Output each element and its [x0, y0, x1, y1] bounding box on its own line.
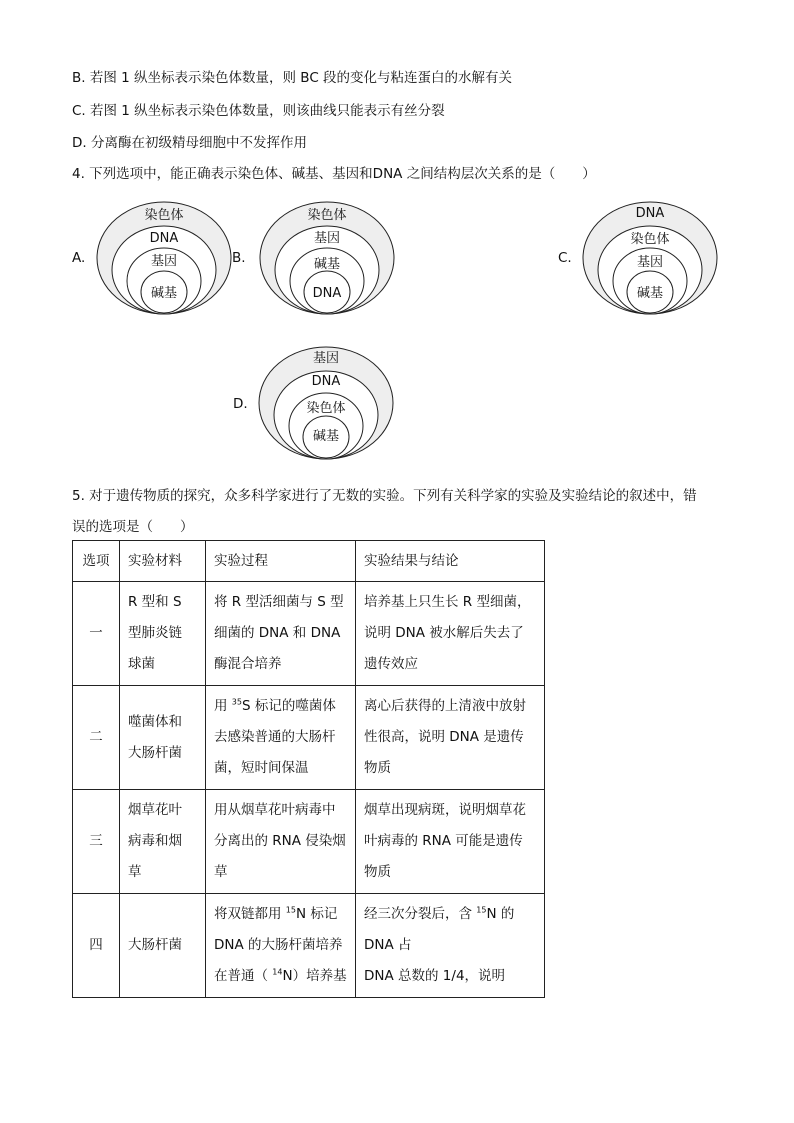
cell-line: 用从烟草花叶病毒中	[214, 802, 336, 818]
cell-line: DNA 总数的 1/4，说明	[364, 968, 506, 984]
diagram-b	[259, 201, 395, 320]
result-cell	[356, 790, 545, 894]
result-cell	[356, 686, 545, 790]
material-cell	[120, 790, 206, 894]
cell-line: 噬菌体和	[128, 713, 182, 730]
cell-line: R 型和 S	[128, 594, 182, 610]
ring-1-label: 染色体	[144, 208, 184, 223]
cell-line: 菌，短时间保温	[214, 760, 309, 776]
ring-1-label: DNA	[635, 206, 665, 221]
experiment-table	[72, 540, 545, 998]
cell-line: 分离出的 RNA 侵染烟	[214, 833, 346, 849]
cell-line: 培养基上只生长 R 型细菌，	[364, 594, 531, 610]
cell-line: 物质	[364, 760, 391, 776]
ring-2-label: DNA	[149, 231, 179, 246]
material-cell	[120, 582, 206, 686]
cell-line: 将双链都用 $^{15}$N 标记	[214, 905, 338, 922]
ring-2-label: 基因	[313, 231, 341, 246]
header-material: 实验材料	[120, 541, 206, 582]
cell-line: 将 R 型活细菌与 S 型	[214, 594, 344, 610]
diagram-d	[258, 346, 394, 465]
ring-1-label: 染色体	[307, 208, 347, 223]
row-index: 四	[73, 894, 120, 998]
ring-3-label: 染色体	[306, 401, 346, 416]
cell-line: 经三次分裂后，含 $^{15}$N 的	[364, 905, 515, 922]
cell-line: 大肠杆菌	[128, 937, 182, 953]
cell-line: 大肠杆菌	[128, 744, 182, 761]
ring-1-label: 基因	[312, 351, 340, 366]
cell-line: 烟草花叶	[128, 802, 182, 818]
diagram-b-label: B.	[232, 250, 246, 266]
table-row	[73, 894, 545, 998]
material-cell	[120, 686, 206, 790]
isotope-superscript: 14	[272, 967, 283, 977]
ring-4-label: 碱基	[150, 286, 178, 301]
row-index: 三	[73, 790, 120, 894]
ring-2-label: 染色体	[630, 232, 670, 247]
ring-4-label: 碱基	[636, 286, 664, 301]
process-cell	[206, 894, 356, 998]
option-d-text: D. 分离酶在初级精母细胞中不发挥作用	[72, 135, 307, 151]
cell-line: 病毒和烟	[128, 833, 182, 849]
cell-line: 遗传效应	[364, 656, 418, 672]
diagram-a-label: A.	[72, 250, 86, 266]
cell-line: 在普通（ $^{14}$N）培养基	[214, 967, 347, 984]
table-header-row	[73, 541, 545, 582]
option-c-text: C. 若图 1 纵坐标表示染色体数量，则该曲线只能表示有丝分裂	[72, 103, 445, 119]
table-row	[73, 582, 545, 686]
cell-line: 说明 DNA 被水解后失去了	[364, 625, 524, 641]
process-cell	[206, 582, 356, 686]
ring-4-label: DNA	[312, 286, 342, 301]
header-option: 选项	[73, 541, 120, 582]
material-cell	[120, 894, 206, 998]
result-cell	[356, 894, 545, 998]
cell-line: 草	[128, 864, 142, 880]
cell-text: 用 $^{35}$S 标记的噬菌体	[214, 697, 336, 714]
result-cell	[356, 582, 545, 686]
table-row	[73, 686, 545, 790]
cell-line: DNA 占	[364, 937, 412, 953]
cell-line: 酶混合培养	[214, 656, 282, 672]
diagram-c	[582, 201, 718, 320]
cell-line: 物质	[364, 864, 391, 880]
row-index: 二	[73, 686, 120, 790]
cell-line: 型肺炎链	[128, 625, 182, 641]
cell-line: 离心后获得的上清液中放射	[364, 698, 526, 714]
cell-line: 细菌的 DNA 和 DNA	[214, 625, 341, 641]
cell-line: 叶病毒的 RNA 可能是遗传	[364, 833, 523, 849]
table-row	[73, 790, 545, 894]
diagram-c-label: C.	[558, 250, 572, 266]
question-4-text: 4. 下列选项中，能正确表示染色体、碱基、基因和DNA 之间结构层次关系的是（ ）	[72, 166, 596, 182]
cell-line: 性很高，说明 DNA 是遗传	[364, 729, 524, 745]
diagram-a	[96, 201, 232, 320]
isotope-superscript: 15	[285, 905, 296, 915]
header-process: 实验过程	[206, 541, 356, 582]
cell-line: 球菌	[128, 656, 155, 672]
isotope-superscript: 15	[476, 905, 487, 915]
ring-3-label: 基因	[636, 255, 664, 270]
ring-3-label: 碱基	[313, 257, 341, 272]
diagram-d-label: D.	[233, 396, 248, 412]
row-index: 一	[73, 582, 120, 686]
ring-4-label: 碱基	[312, 429, 340, 444]
cell-line	[214, 691, 347, 722]
process-cell	[206, 790, 356, 894]
cell-line: 去感染普通的大肠杆	[214, 729, 336, 745]
cell-line: DNA 的大肠杆菌培养	[214, 937, 343, 953]
ring-3-label: 基因	[150, 254, 178, 269]
cell-line: 烟草出现病斑，说明烟草花	[364, 802, 526, 818]
question-5-text: 5. 对于遗传物质的探究，众多科学家进行了无数的实验。下列有关科学家的实验及实验结论的叙述中，错	[72, 488, 697, 504]
ring-2-label: DNA	[311, 374, 341, 389]
isotope-superscript: 35	[231, 697, 242, 707]
header-result: 实验结果与结论	[356, 541, 545, 582]
option-b-text: B. 若图 1 纵坐标表示染色体数量，则 BC 段的变化与粘连蛋白的水解有关	[72, 70, 513, 86]
process-cell	[206, 686, 356, 790]
question-5-text-cont: 误的选项是（ ）	[72, 519, 194, 535]
cell-line: 草	[214, 864, 228, 880]
